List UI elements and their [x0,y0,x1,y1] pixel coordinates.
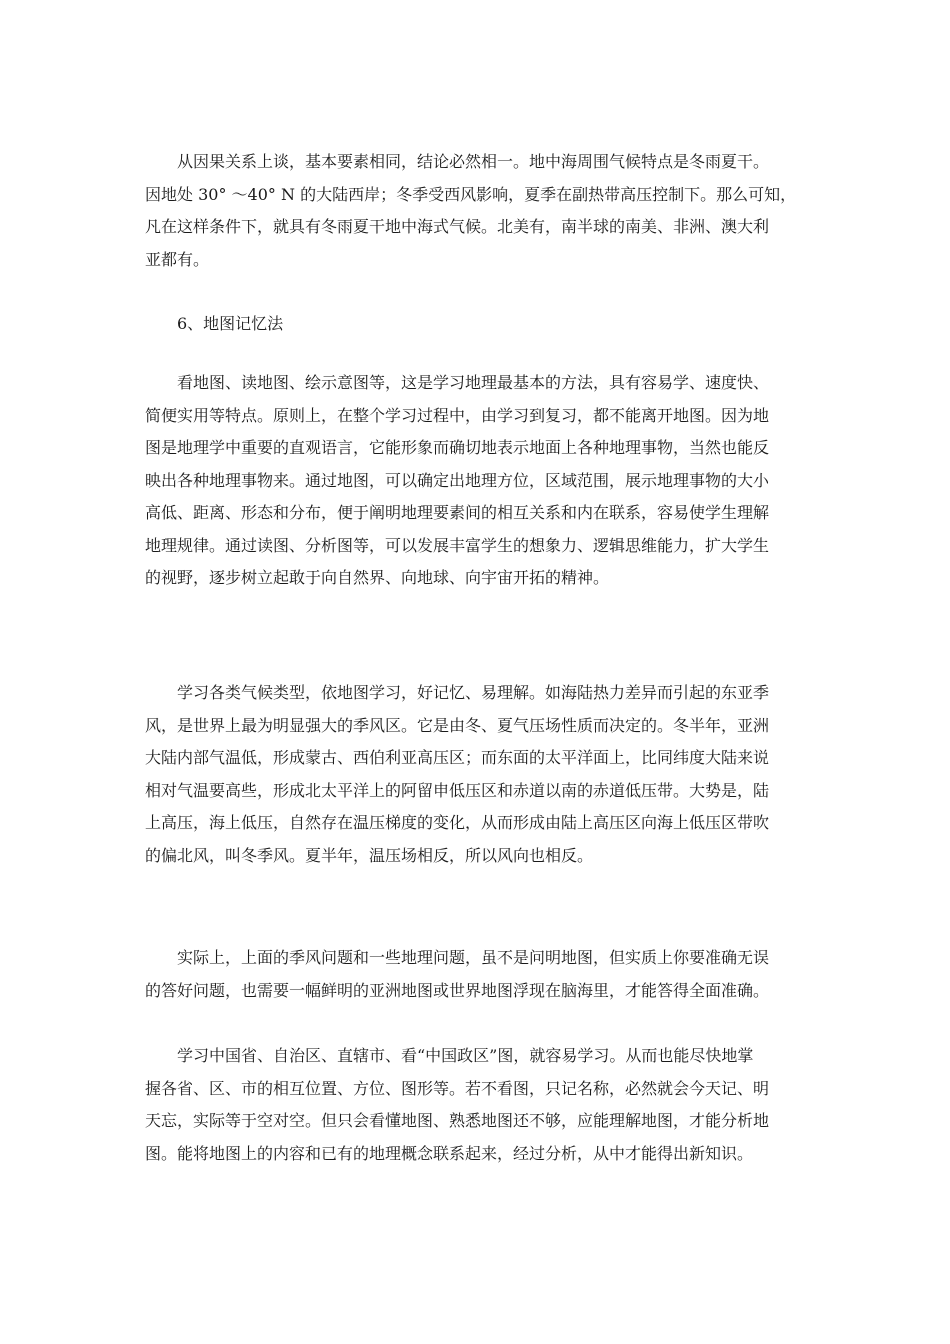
paragraph-line: 地理规律。通过读图、分析图等，可以发展丰富学生的想象力、逻辑思维能力，扩大学生 [145,535,770,555]
paragraph-line: 学习中国省、自治区、直辖市、看“中国政区”图，就容易学习。从而也能尽快地掌 [177,1046,754,1065]
paragraph-line: 学习各类气候类型，依地图学习，好记忆、易理解。如海陆热力差异而引起的东亚季 [177,683,770,702]
paragraph-line: 的视野，逐步树立起敢于向自然界、向地球、向宇宙开拓的精神。 [145,568,610,587]
paragraph-line: 图。能将地图上的内容和已有的地理概念联系起来，经过分析，从中才能得出新知识。 [145,1143,754,1163]
paragraph-line: 的偏北风，叫冬季风。夏半年，温压场相反，所以风向也相反。 [145,845,594,865]
paragraph-line: 实际上，上面的季风问题和一些地理问题，虽不是问明地图，但实质上你要准确无误 [177,948,770,967]
paragraph-line: 映出各种地理事物来。通过地图，可以确定出地理方位，区域范围，展示地理事物的大小 [145,470,770,490]
paragraph-map-method [145,367,820,595]
paragraph-line: 相对气温要高些，形成北太平洋上的阿留申低压区和赤道以南的赤道低压带。大势是，陆 [145,780,770,800]
paragraph-line: 图是地理学中重要的直观语言，它能形象而确切地表示地面上各种地理事物，当然也能反 [145,438,770,457]
paragraph-line: 大陆内部气温低，形成蒙古、西伯利亚高压区；而东面的太平洋面上，比同纬度大陆来说 [145,748,770,767]
paragraph-line: 简便实用等特点。原则上，在整个学习过程中，由学习到复习，都不能离开地图。因为地 [145,405,770,425]
paragraph-monsoon [145,677,820,872]
paragraph-line: 握各省、区、市的相互位置、方位、图形等。若不看图，只记名称，必然就会今天记、明 [145,1078,770,1098]
paragraph-mediterranean-climate [145,146,820,276]
paragraph-line: 凡在这样条件下，就具有冬雨夏干地中海式气候。北美有，南半球的南美、非洲、澳大利 [145,217,770,236]
section-heading: 6、地图记忆法 [177,314,284,333]
paragraph-china-provinces [145,1040,820,1170]
paragraph-line: 看地图、读地图、绘示意图等，这是学习地理最基本的方法，具有容易学、速度快、 [177,373,770,392]
paragraph-practical [145,942,820,1007]
paragraph-line: 的答好问题，也需要一幅鲜明的亚洲地图或世界地图浮现在脑海里，才能答得全面准确。 [145,980,770,1000]
paragraph-line: 天忘，实际等于空对空。但只会看懂地图、熟悉地图还不够，应能理解地图，才能分析地 [145,1111,770,1130]
paragraph-line: 亚都有。 [145,249,210,269]
paragraph-line: 因地处 30° ～40° N 的大陆西岸；冬季受西风影响，夏季在副热带高压控制下。那么可知， [145,184,797,204]
paragraph-line: 风，是世界上最为明显强大的季风区。它是由冬、夏气压场性质而决定的。冬半年，亚洲 [145,715,770,735]
paragraph-line: 上高压，海上低压，自然存在温压梯度的变化，从而形成由陆上高压区向海上低压区带吹 [145,813,770,832]
paragraph-line: 从因果关系上谈，基本要素相同，结论必然相一。地中海周围气候特点是冬雨夏干。 [177,152,770,171]
paragraph-line: 高低、距离、形态和分布，便于阐明地理要素间的相互关系和内在联系，容易使学生理解 [145,503,770,522]
